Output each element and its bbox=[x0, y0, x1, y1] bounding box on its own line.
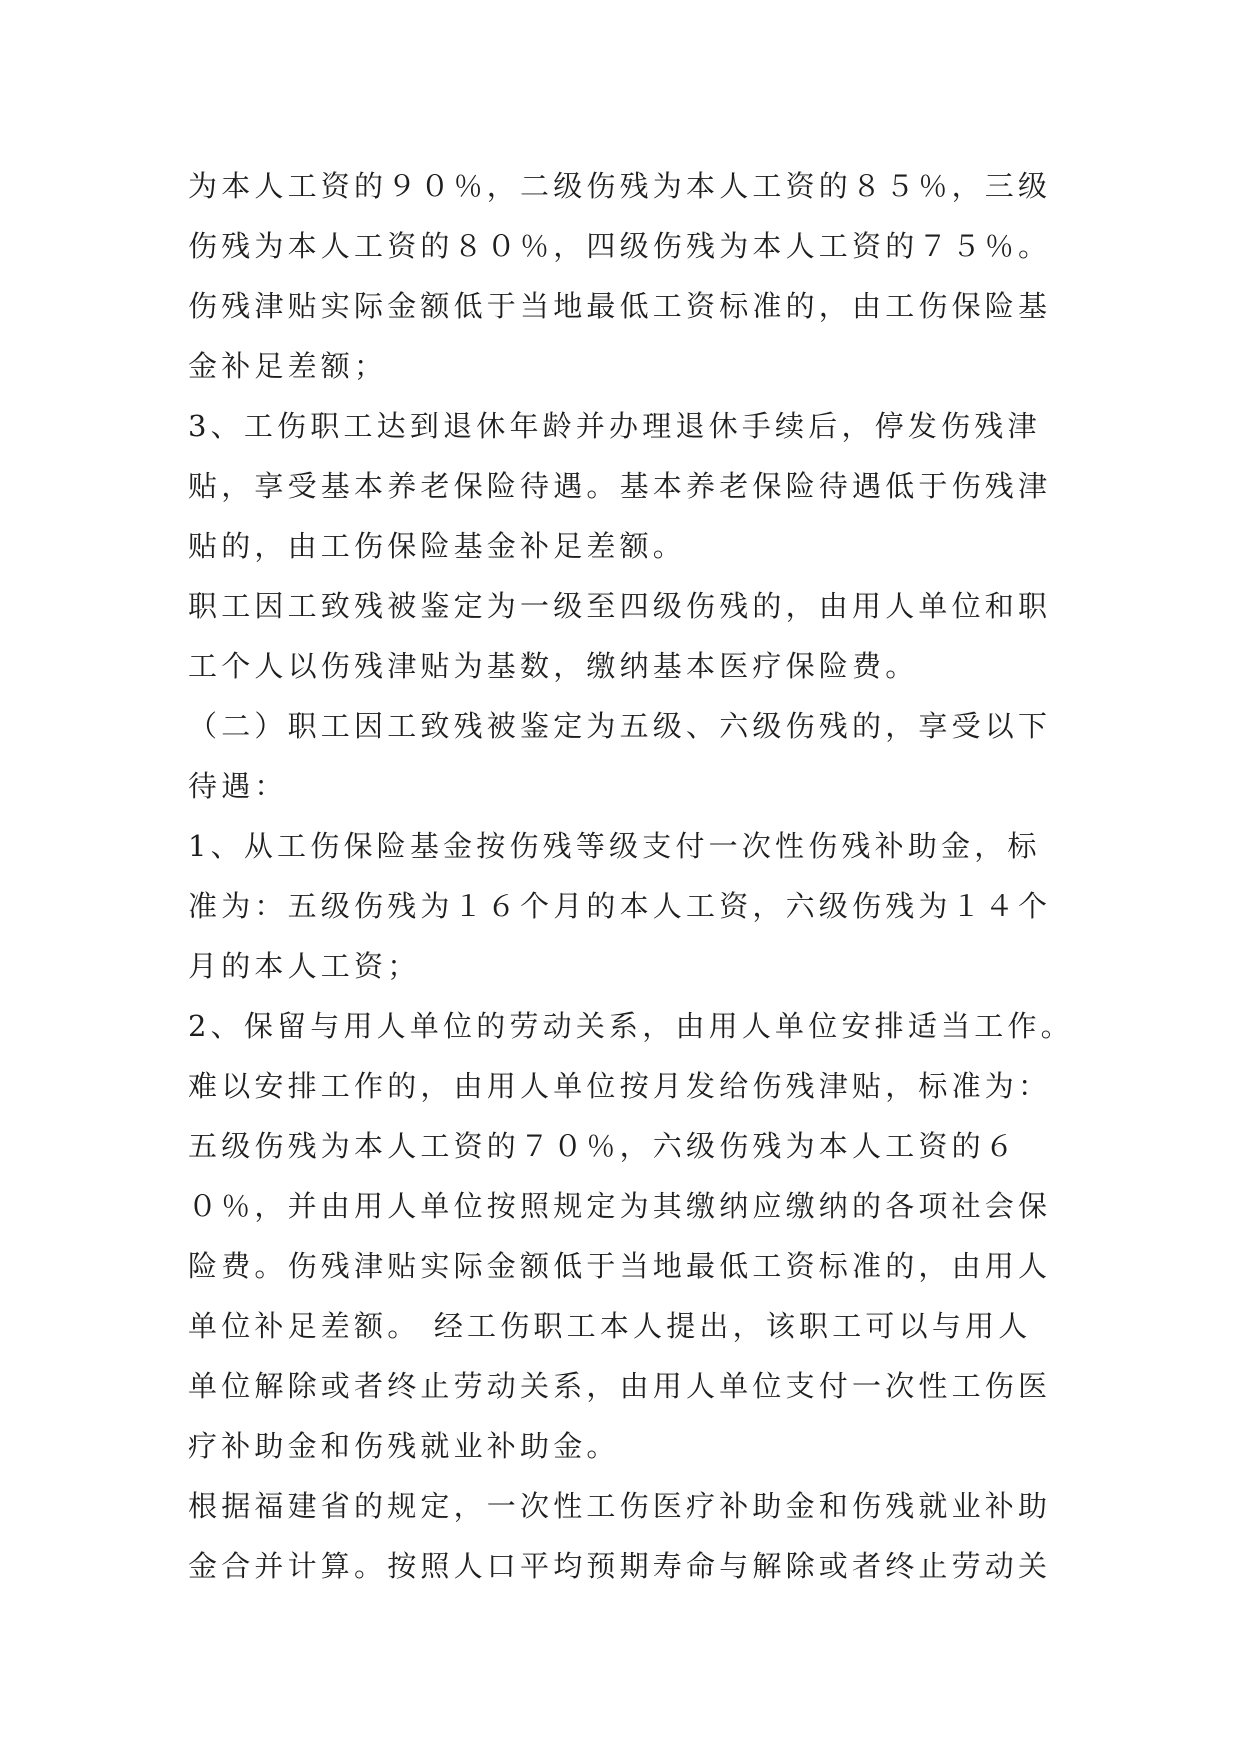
text-line: 贴，享受基本养老保险待遇。基本养老保险待遇低于伤残津 bbox=[188, 469, 1052, 503]
text-line: 金合并计算。按照人口平均预期寿命与解除或者终止劳动关 bbox=[188, 1549, 1052, 1583]
text-line: 根据福建省的规定，一次性工伤医疗补助金和伤残就业补助 bbox=[188, 1489, 1052, 1523]
text-line: 准为：五级伤残为１６个月的本人工资，六级伤残为１４个 bbox=[188, 889, 1052, 923]
text-line: 为本人工资的９０％，二级伤残为本人工资的８５％，三级 bbox=[188, 169, 1052, 203]
text-line: 五级伤残为本人工资的７０％，六级伤残为本人工资的６ bbox=[188, 1129, 1019, 1163]
text-line: 贴的，由工伤保险基金补足差额。 bbox=[188, 529, 687, 563]
text-line: （二）职工因工致残被鉴定为五级、六级伤残的，享受以下 bbox=[188, 709, 1052, 743]
text-line: ０％，并由用人单位按照规定为其缴纳应缴纳的各项社会保 bbox=[188, 1189, 1052, 1223]
text-line: 月的本人工资； bbox=[188, 949, 421, 983]
text-line: 伤残为本人工资的８０％，四级伤残为本人工资的７５％。 bbox=[188, 229, 1052, 263]
text-line: 1、从工伤保险基金按伤残等级支付一次性伤残补助金，标 bbox=[188, 829, 1041, 863]
text-line: 2、保留与用人单位的劳动关系，由用人单位安排适当工作。 bbox=[188, 1009, 1074, 1043]
text-line: 单位解除或者终止劳动关系，由用人单位支付一次性工伤医 bbox=[188, 1369, 1052, 1403]
text-line: 工个人以伤残津贴为基数，缴纳基本医疗保险费。 bbox=[188, 649, 919, 683]
text-line: 职工因工致残被鉴定为一级至四级伤残的，由用人单位和职 bbox=[188, 589, 1052, 623]
text-line: 伤残津贴实际金额低于当地最低工资标准的，由工伤保险基 bbox=[188, 289, 1052, 323]
text-line: 单位补足差额。 经工伤职工本人提出，该职工可以与用人 bbox=[188, 1309, 1032, 1343]
text-line: 难以安排工作的，由用人单位按月发给伤残津贴，标准为： bbox=[188, 1069, 1052, 1103]
text-line: 疗补助金和伤残就业补助金。 bbox=[188, 1429, 620, 1463]
text-line: 险费。伤残津贴实际金额低于当地最低工资标准的，由用人 bbox=[188, 1249, 1052, 1283]
text-line: 3、工伤职工达到退休年龄并办理退休手续后，停发伤残津 bbox=[188, 409, 1041, 443]
text-line: 金补足差额； bbox=[188, 349, 388, 383]
text-line: 待遇： bbox=[188, 769, 288, 803]
